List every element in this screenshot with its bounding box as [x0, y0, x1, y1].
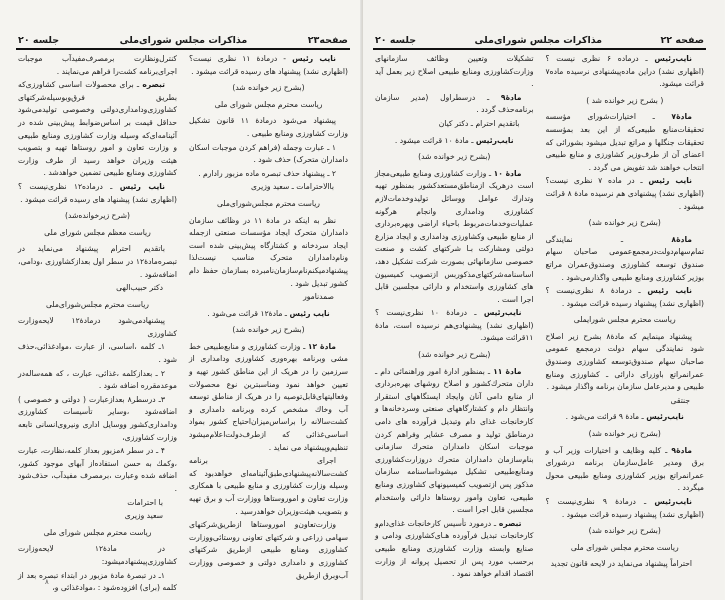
body-paragraph	[189, 168, 348, 181]
body-paragraph	[18, 543, 177, 568]
centered-heading	[189, 82, 348, 95]
speaker-paragraph	[375, 168, 534, 307]
paragraph-text: ۳ـ درسطر۸ بعدازعبارت ( دولتی و خصوصی ) اضافه‌شود ،وسایر تأسیسات کشاورزی ودامداری‌کشور ووسایل اداری ونیروی‌انسانی تابعه وزارت کشاورزی،	[18, 394, 177, 442]
paragraph-text: (بشرح زیر خوانده شد)	[588, 218, 661, 228]
lead-label: نایب‌رئیس	[646, 412, 684, 422]
body-paragraph	[18, 394, 177, 444]
centered-heading	[546, 428, 705, 441]
paragraph-text: صمدنامور	[303, 292, 334, 302]
centered-heading	[189, 198, 348, 211]
lead-label: نایب رئیس	[647, 286, 692, 296]
body-paragraph	[189, 455, 348, 518]
page-number: صفحه۲۳	[307, 35, 348, 46]
paragraph-text: ـ در ماده ۷ نظری نیست؟ (اظهاری نشد) پیشنهادی هم نرسیده مادهٔ ۸ قرائت میشود .	[545, 176, 704, 211]
speaker-paragraph	[546, 53, 705, 91]
page-22	[362, 0, 724, 600]
body-paragraph	[189, 519, 348, 582]
paragraph-text: (بشرح زیر خوانده شد)	[232, 83, 305, 93]
body-paragraph	[18, 368, 177, 393]
paragraph-text: کنترل‌ونظارت برمصرف‌مفیدآب موجبات اجرای‌برنامه کشت‌را فراهم می‌نمایند .	[18, 54, 177, 76]
lead-label: نایب رئیس	[648, 176, 692, 186]
paragraph-text: ریاست محترم مجلس‌شورای‌ملی	[46, 299, 149, 309]
centered-heading	[375, 151, 534, 164]
paragraph-text: تشکیلات وتعیین وظائف سازمانهای وزارت‌کشاورزی ومنابع طبیعی اصلاح زیر بعمل آید .	[375, 54, 534, 89]
body-paragraph	[18, 570, 177, 595]
body-paragraph	[375, 53, 534, 91]
body-paragraph	[18, 341, 177, 366]
signature	[546, 395, 705, 408]
paragraph-text: (بشرح زیر خوانده شد)	[418, 350, 491, 360]
paragraph-text: ۴ ـ در سطر ۸مزبور بعداز کلمه،نظارت، عبارت ،وکمك به حسن استفاده‌از آبهای موجود کشور، اضافه شده وعبارت ،برمصرف مفیدآب، حذف‌شود .	[18, 446, 177, 493]
paragraph-text: ریاست محترم مجلس شورای ملی	[214, 99, 323, 109]
text-columns	[18, 53, 348, 593]
speaker-paragraph	[189, 53, 348, 78]
signature	[18, 282, 177, 295]
paragraph-text: ریاست محترم مجلس‌شورای‌ملی	[217, 198, 320, 208]
column-left	[375, 53, 534, 580]
speaker-paragraph	[546, 175, 705, 213]
paragraph-text: ریاست محترم مجلس شورایملی	[573, 315, 676, 325]
body-paragraph	[189, 215, 348, 291]
speaker-paragraph	[546, 234, 705, 284]
paragraph-text: دکتر حبیب‌الهی	[116, 283, 163, 293]
paragraph-text: اجرای برنامه کشت‌سالانه‌پیشنهادی‌طبق‌آئینامه‌ای خواهدبود که وسیله وزارت کشاورزی و منابع طبیعی با همکاری وزارت تعاون و اموروستاها ووزارت آب و برق تهیه و بتصویب هیئت‌وزیران خواهدرسید .	[189, 456, 348, 516]
paragraph-text: ـ درمادهٔ ۹ نظری‌نیست ؟ (اظهاری نشد) پیشنهاد رسیده قرائت میشود .	[545, 497, 704, 519]
column-right	[546, 53, 705, 580]
paragraph-text: باتقدیم احترام ـ دکتر کیان	[438, 118, 520, 128]
speaker-paragraph	[375, 135, 534, 148]
paragraph-text: باتقدیم احترام پیشنهاد می‌نماید در تبصره‌مادهٔ۱۲ در سطر اول بعدازکشاورزی ،ودامی، اضافه‌شود .	[18, 244, 177, 279]
lead-label: نایب‌رئیس	[483, 308, 522, 318]
paragraph-text: ـ وزارت کشاورزی و منابع‌طبیعی خط مشی وبرنامه بهره‌وری کشاورزی ودامداری از سرزمین را در هریک از این مناطق کشور تهیه و تعیین خواهد نمود ومناسبترین نوع محصولات وفعالیتهای‌قابل‌توصیه را در هریک از مناطق توسعه آب وخاك مشخص کرده وبرنامه دامداری و کشت‌سالانه را براساس‌میزان‌احتیاج کشور بمواد اساسی‌غذائی که ازطرف‌دولت‌اعلام‌میشود تنظیم‌وپیشنهاد می نماید .	[189, 341, 348, 452]
paragraph-text: ـ وزارت کشاورزی ومنابع طبیعی‌مجاز است درهریک ازمناطق‌مستعدکشور بمنظور تهیه وتدارك عوامل ووسائل تولیدوخدمات‌لازم کشاورزی ودامداری وانجام هرگونه عملیات‌وخدمات‌مربوط باحیاء اراضی وبهره‌برداری از منابع طبیعی وکشاورزی ودامداری و ایجاد مزارع دولتی ومشارکت بـا شرکتهای کشت و صنعت خصوصی سازمانهائی بصورت شرکت تشکیل دهد، اساسنامه‌شرکتهای‌مذکوربس ازتصویب کمیسیون های کشاورزی واستخدام و دارائی مجلسین قابل اجرا است .	[375, 168, 534, 304]
paragraph-text: در مادهٔ۱۲ لایحه‌وزارت کشاورزی‌پیشنهادمیشود:	[18, 544, 177, 566]
paragraph-text: (بشرح زیر خوانده شد)	[232, 325, 305, 335]
page-header	[18, 30, 348, 46]
signature	[18, 510, 177, 523]
body-paragraph	[189, 115, 348, 140]
body-paragraph	[546, 558, 705, 571]
paragraph-text: ـ درمورد تأسیس کارخانجات غذای‌دام‌و کارخانجات تبدیل فرآورده هـای‌کشاورزی ودامی و صنایع وابسته وزارت کشاورزی ومنابع طبیعی برحسب مورد پس از تحصیل پروانه از وزارت اقتصاد اقدام خواهد نمود .	[375, 518, 534, 579]
paragraph-text: ـ نمایندگی تمام‌سهام‌دولت‌درمجمع‌عمومی صاحبان سهام صندوق توسعه کشاورزی وصندوق‌عمران مراتع بوزیر کشاورزی ومنابع طبیعی واگذارمی‌شود .	[545, 234, 704, 282]
speaker-paragraph	[18, 79, 177, 180]
lead-label: نایب‌رئیس	[475, 135, 514, 145]
paragraph-text: سعید وزیری	[124, 511, 163, 521]
paragraph-text: ـ درمادهٔ ۱۰ نظری‌نیست ؟(اظهاری نشد) پیشنهادی‌هم نرسیده است، مادهٔ ۱۱قرائت میشود.	[375, 308, 534, 343]
centered-heading	[18, 527, 177, 540]
lead-label: نایب رئیس	[119, 181, 165, 191]
running-title: مذاکرات مجلس شورای‌ملی	[474, 35, 603, 46]
text-columns	[375, 53, 704, 580]
speaker-paragraph	[18, 181, 177, 206]
signature	[375, 118, 534, 131]
paragraph-text: ریاست محترم مجلس شورای ملی	[43, 527, 152, 537]
paragraph-text: ـ کلیه وظایف و اختیارات وزیر آب و برق ومدیر عامل‌سازمان برنامه درشورای عمرانمراتع بوزیر کشاورزی ومنابع طبیعی محول میگردد .	[545, 445, 704, 493]
session-number: جلسه ۲۰	[18, 35, 60, 46]
centered-heading	[546, 95, 705, 108]
paragraph-text: ۱ ـ عبارت وجمله (فراهم کردن موجبات اسکان دامداران متحرک) حذف شود .	[189, 142, 348, 165]
speaker-paragraph	[375, 92, 534, 117]
signature	[189, 291, 348, 304]
body-paragraph	[18, 445, 177, 495]
body-paragraph	[189, 142, 348, 167]
paragraph-text: ـ مادهٔ ۱۰ قرائت میشود .	[394, 135, 476, 145]
signature	[189, 181, 348, 194]
footer-mark: ۸	[45, 578, 49, 586]
page-header	[375, 30, 704, 46]
centered-heading	[189, 99, 348, 112]
lead-label: مادهٔ۸	[671, 234, 692, 244]
centered-heading	[546, 525, 705, 538]
lead-label: مادهٔ۹	[500, 92, 522, 102]
centered-heading	[18, 299, 177, 312]
body-paragraph	[18, 315, 177, 340]
page-23	[0, 0, 362, 600]
speaker-paragraph	[375, 518, 534, 581]
paragraph-text: ریاست معظم مجلس شورای ملی	[44, 227, 151, 237]
page-number: جلسه ۲۰	[375, 35, 417, 46]
lead-label: تبصره	[142, 80, 165, 90]
lead-label: نایب رئیس	[289, 308, 330, 318]
paragraph-text: ـ بمنظور ادارهٔ امور وراهنمائی دام ـ داران متحرك‌کشور و اصلاح روشهای بهره‌برداری از منابع دامی آنان وایجاد ایستگاههای استقرار وانتظار دام و کشتارگاههای صنعتی وسردخانه‌ها و کارخانجات غذای دام وتبدیل فرآورده های دامی درمناطق تولید و مصرف عشایر وفراهم کردن موجبات اسکان دامداران متحرك سازمانی بنام‌سازمان دامداران متحرك دروزارت‌کشاورزی ومنابع‌طبیعی تشکیل میشود‌اساسنامه سازمان مذکور پس ازتصویب کمیسیونهای کشاورزی ومنابع طبیعی، تعاون وامور روستاها دارائی واستخدام مجلسین قابل اجرا است .	[375, 366, 534, 515]
centered-heading	[546, 542, 705, 555]
centered-heading	[546, 217, 705, 230]
paragraph-text: (بشرح زیر خوانده شد)	[418, 152, 491, 162]
paragraph-text: ـ مادهٔ ۹ قرائت می‌شود .	[565, 412, 647, 422]
centered-heading	[18, 227, 177, 240]
paragraph-text: پیشنهاد می‌شود درمادهٔ ۱۱ قانون تشکیل وزارت کشاورزی ومنابع طبیعی .	[189, 116, 348, 138]
speaker-paragraph	[546, 445, 705, 495]
paragraph-text: (بشرح زیر خوانده شد)	[588, 429, 661, 439]
signature	[18, 497, 177, 510]
paragraph-text: با احترامات	[127, 497, 163, 507]
speaker-paragraph	[546, 111, 705, 174]
paragraph-text: وزارت‌تعاون‌و اموروستاها ازطریق‌شرکتهای سهامی زراعی و شرکتهای تعاونی روستائی‌ووزارت کشاورزی ومنابع طبیعی ازطریق شرکتهای کشاورزی و دامداری دولتی و خصوصی ووزارت آب‌وبرق ازطریق	[189, 520, 348, 580]
lead-label: مادهٔ۷	[671, 112, 692, 122]
paragraph-text: ۱ـ در تبصرهٔ مادهٔ مزبور در ابتداء تبصره بعد از کلمه (برای) افزوده‌شود : ،موادغذائی و،	[18, 570, 177, 593]
paragraph-text: ۱ـ کلمه ،اساسی، از عبارت ،موادغذائی،حذف شود .	[18, 342, 177, 365]
column-left	[18, 53, 177, 593]
lead-label: مادهٔ ۱۰	[493, 168, 522, 178]
paragraph-text: ( بشرح زیر خوانده شد )	[586, 95, 664, 105]
paragraph-text: پیشنهادمی‌شود درمادهٔ۱۲ لایحه‌وزارت کشاورزی	[18, 316, 177, 338]
paragraph-text: ـ درماده۱۲ نظری‌نیست ؟ (اظهاری نشد) پیشنهاد های رسیده قرائت میشود .	[18, 181, 177, 204]
paragraph-text: باالاحترامات ـ سعید وزیری	[250, 182, 334, 192]
paragraph-text: ریاست محترم مجلس شورای ملی	[570, 542, 679, 552]
lead-label: نایب‌رئیس	[654, 497, 692, 506]
lead-label: مادهٔ ۱۱	[493, 366, 522, 376]
body-paragraph	[546, 331, 705, 394]
paragraph-text: (شرح زیرخوانده‌شد)	[65, 211, 130, 221]
body-paragraph	[18, 53, 177, 78]
paragraph-text: (بشرح زیر خوانده شد)	[588, 526, 661, 536]
session-number: صفحه ۲۲	[660, 35, 704, 46]
paragraph-text: ـ مادهٔ۱۲ قرائت می‌شود .	[207, 308, 290, 318]
paragraph-text: ۲ ـ پیشنهاد حذف تبصره ماده مزبور رادارم .	[198, 168, 336, 178]
paragraph-text: ـ درماده ۶ نظری نیست ؟ (اظهاری نشد) دراین ماده‌پیشنهادی نرسیده ماده۷ قرائت میشود.	[545, 54, 704, 89]
speaker-paragraph	[546, 411, 705, 424]
speaker-paragraph	[189, 341, 348, 454]
centered-heading	[546, 314, 705, 327]
body-paragraph	[18, 243, 177, 281]
paragraph-text: ـ درسطراول (مدیر سازمان برنامه‌حذف گردد .	[375, 92, 534, 115]
speaker-paragraph	[546, 496, 705, 521]
speaker-paragraph	[375, 307, 534, 345]
centered-heading	[18, 210, 177, 223]
lead-label: مادهٔ ۱۲	[307, 341, 336, 351]
paragraph-text: ـ برای محصولات اساسی کشاورزی‌که بطریق فرق‌وبوسیله‌شرکتهای کشاورزی‌ودامداری‌دولتی وخصوصی تولیدمی‌شود حداقل قیمت بر اساس‌ضوابط پیش‌بینی شده در آئینامه‌ای‌که وسیله وزارت کشاورزی ومنابع طبیعی و وزارت تعاون و امور روستاها تهیه و بتصویب هیئت وزیران خواهد رسید از طرف وزارت کشاورزی ومنابع طبیعی تضمین خواهدشد .	[18, 80, 177, 178]
centered-heading	[189, 324, 348, 337]
paragraph-text: نظر به اینکه در مادهٔ ۱۱ در وظائف سازمان دامداران متحرک ایجاد مؤسسات صنعتی ازجمله ایجاد سردخانه و کشتارگاه پیش‌بینی شده است ونام‌دامداران متحرک مناسب نیست‌لذا پیشنهادمیکنم‌نام‌سازمان‌نامبرده بسازمان حفظ دام کشور تبدیل شود .	[189, 215, 348, 288]
lead-label: مادهٔ۹	[671, 445, 692, 455]
header-rule	[16, 48, 350, 50]
paragraph-text: جنتقی	[670, 395, 690, 405]
speaker-paragraph	[546, 285, 705, 310]
paragraph-text: ـ درمادهٔ ۸ نظری‌نیست ؟ (اظهاری نشد) پیشنهاد رسیده قرائت میشود .	[545, 286, 704, 308]
paragraph-text: - درمادهٔ ۱۱ نظری نیست؟ (اظهاری نشد) پیشنهاد های رسیده قرائت میشود .	[189, 54, 348, 76]
header-rule	[373, 48, 706, 50]
speaker-paragraph	[375, 366, 534, 517]
lead-label: نایب رئیس	[292, 54, 336, 63]
paragraph-text: ۲ ـ بعدازکلمه ،غذائی، عبارت ، که همه‌ساله‌در موعدمقرره اضافه شود .	[18, 368, 177, 391]
lead-label: نایب‌رئیس	[654, 54, 692, 63]
paragraph-text: ـ اختیارات‌شورای مؤسسه تحقیقات‌منابع طبیعی‌که از این بعد بمؤسسه تحقیقات جنگلها و مراتع تبدیل میشود بشورائی که اعضای آن از طرف‌وزیر کشاورزی و منابع طبیعی انتخاب خواهند شد تفویض می گردد .	[545, 112, 704, 172]
paragraph-text: پیشنهاد مینمایم که مادهٔ۸ بشرح زیر اصلاح شود نمایندگی سهام دولت درمجمع عمومی صاحبان سهام صندوق‌توسعه کشاورزی وصندوق عمرانمراتع باوزرای دارائی ـ کشاورزی ومنابع طبیعی و مدیرعامل سازمان برنامه واگذار میشود .	[545, 331, 704, 392]
centered-heading	[375, 349, 534, 362]
speaker-paragraph	[189, 308, 348, 321]
running-title: مذاکرات مجلس شورای‌ملی	[119, 35, 248, 46]
column-right	[189, 53, 348, 580]
paragraph-text: احتراماً پیشنهاد می‌نماید در لایحه قانون تجدید	[550, 559, 692, 569]
lead-label: تبصره	[498, 518, 522, 528]
